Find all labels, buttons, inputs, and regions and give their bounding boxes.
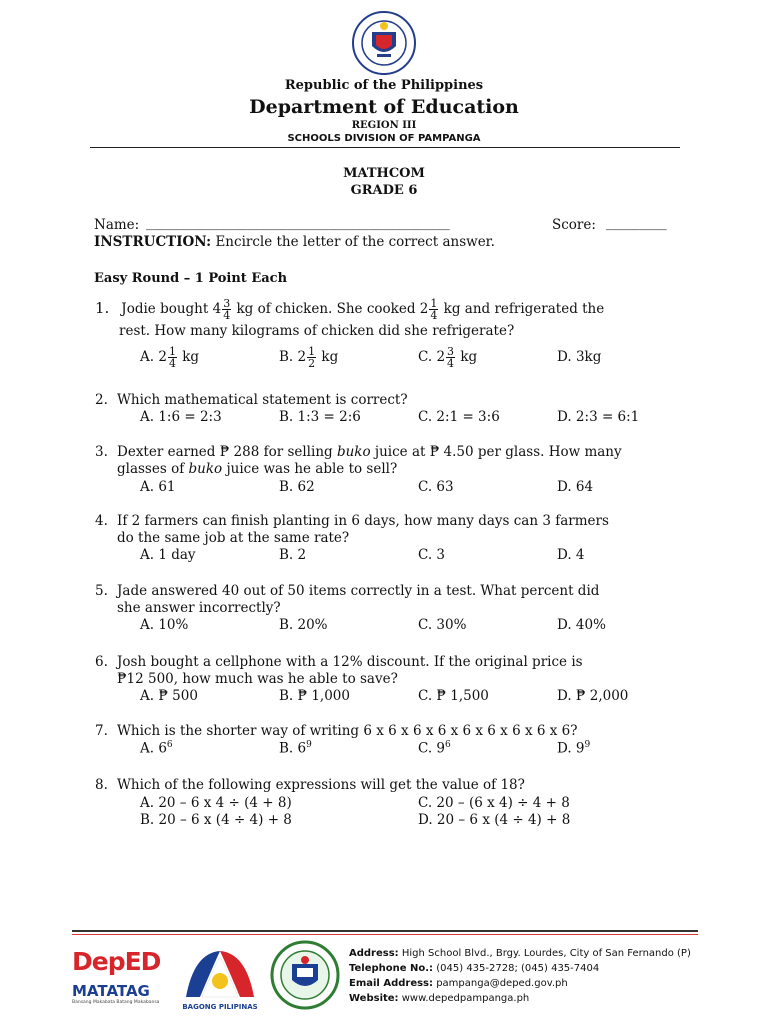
- option-c[interactable]: C. $9^6$: [418, 740, 451, 757]
- option-d[interactable]: D. 3kg: [557, 349, 602, 365]
- question-6: [95, 654, 685, 671]
- division-seal-icon: [270, 940, 340, 1010]
- score-label: Score:: [552, 217, 596, 233]
- exam-subject: MATHCOM: [343, 166, 425, 181]
- option-a[interactable]: A. ₱ 500: [140, 688, 198, 704]
- question-8: [95, 777, 685, 794]
- option-a[interactable]: A. 10%: [140, 617, 189, 633]
- option-d[interactable]: D. $9^9$: [557, 740, 591, 757]
- footer-address: Address: High School Blvd., Brgy. Lourdes, City of San Fernando (P): [349, 948, 691, 959]
- bagong-pilipinas-text: BAGONG PILIPINAS: [182, 1003, 258, 1011]
- option-a[interactable]: A. 61: [140, 479, 176, 495]
- exam-grade: GRADE 6: [350, 183, 418, 198]
- question-number: 8.: [95, 777, 108, 793]
- question-text: Which is the shorter way of writing 6 x 6 x 6 x 6 x 6 x 6 x 6 x 6 x 6?: [117, 723, 578, 739]
- footer-divider-accent: [72, 934, 698, 935]
- question-number: 4.: [95, 513, 108, 529]
- bagong-pilipinas-logo-icon: [180, 943, 260, 1003]
- footer-website[interactable]: Website: www.depedpampanga.ph: [349, 993, 530, 1004]
- option-c[interactable]: C. 63: [418, 479, 454, 495]
- question-3: 3. Dexter earned ₱ 288 for selling buko juice at ₱ 4.50 per glass. How many: [95, 444, 622, 460]
- question-5-line-2: she answer incorrectly?: [117, 600, 281, 616]
- question-text: kg and refrigerated the: [443, 301, 605, 317]
- question-number: 5.: [95, 583, 108, 599]
- mixed-whole: 2: [419, 301, 429, 317]
- seal-text: [346, 10, 422, 76]
- option-a[interactable]: A. 20 – 6 x 4 ÷ (4 + 8): [140, 795, 292, 811]
- option-c[interactable]: C. 3: [418, 547, 446, 563]
- matatag-tagline: Bansang Makabata Batang Makabansa: [72, 1000, 160, 1005]
- round-title: Easy Round – 1 Point Each: [94, 271, 288, 286]
- question-2: [95, 392, 685, 409]
- question-number: 6.: [95, 654, 108, 670]
- question-number: 7.: [95, 723, 108, 739]
- footer-divider: [72, 930, 698, 932]
- question-7: [95, 723, 685, 740]
- option-b[interactable]: B. 2: [279, 547, 307, 563]
- option-b[interactable]: B. 20 – 6 x (4 ÷ 4) + 8: [140, 812, 292, 828]
- question-number: 3.: [95, 444, 108, 460]
- footer-contact: [349, 946, 691, 1006]
- question-text: Which of the following expressions will get the value of 18?: [117, 777, 525, 793]
- footer-telephone: Telephone No.: (045) 435-2728; (045) 435-7404: [349, 963, 600, 974]
- option-d[interactable]: D. 64: [557, 479, 594, 495]
- question-text: If 2 farmers can finish planting in 6 days, how many days can 3 farmers: [117, 513, 609, 529]
- option-a[interactable]: A. 2 $\frac{1}{4}$ kg: [140, 345, 200, 370]
- instruction-label: INSTRUCTION:: [94, 234, 212, 250]
- header-republic: Republic of the Philippines: [284, 78, 484, 93]
- fraction: $\frac{3}{4}$: [223, 297, 231, 322]
- option-c[interactable]: C. 2:1 = 3:6: [418, 409, 500, 425]
- question-text: Josh bought a cellphone with a 12% discount. If the original price is: [117, 654, 583, 670]
- option-a[interactable]: A. 1 day: [140, 547, 196, 563]
- option-c[interactable]: C. ₱ 1,500: [418, 688, 489, 704]
- header-region: REGION III: [351, 120, 417, 131]
- option-d[interactable]: D. ₱ 2,000: [557, 688, 629, 704]
- option-b[interactable]: B. 62: [279, 479, 315, 495]
- question-3-line-2: glasses of buko juice was he able to sell?: [117, 461, 398, 477]
- option-b[interactable]: B. 2 $\frac{1}{2}$ kg: [279, 345, 339, 370]
- question-4: [95, 513, 685, 530]
- instruction: [94, 234, 495, 250]
- option-d[interactable]: D. 4: [557, 547, 585, 563]
- question-text: Jade answered 40 out of 50 items correctly in a test. What percent did: [117, 583, 600, 599]
- option-d[interactable]: D. 2:3 = 6:1: [557, 409, 640, 425]
- question-number: 1.: [95, 299, 110, 317]
- footer-email[interactable]: Email Address: pampanga@deped.gov.ph: [349, 978, 568, 989]
- option-b[interactable]: B. 20%: [279, 617, 328, 633]
- question-text: kg of chicken. She cooked: [236, 301, 416, 317]
- question-4-line-2: do the same job at the same rate?: [117, 530, 350, 546]
- option-c[interactable]: C. 30%: [418, 617, 467, 633]
- question-text: Which mathematical statement is correct?: [117, 392, 408, 408]
- header-department: Department of Education: [249, 96, 519, 118]
- option-b[interactable]: B. ₱ 1,000: [279, 688, 350, 704]
- option-c[interactable]: C. 20 – (6 x 4) ÷ 4 + 8: [418, 795, 570, 811]
- option-a[interactable]: A. $6^6$: [140, 740, 173, 757]
- deped-matatag-logo: [72, 948, 164, 1005]
- header-division: SCHOOLS DIVISION OF PAMPANGA: [287, 133, 481, 144]
- name-blank[interactable]: _____________________________________________: [146, 215, 450, 231]
- option-b[interactable]: B. 1:3 = 2:6: [279, 409, 361, 425]
- option-c[interactable]: C. 2 $\frac{3}{4}$ kg: [418, 345, 478, 370]
- instruction-text: Encircle the letter of the correct answer.: [215, 234, 495, 250]
- option-d[interactable]: D. 40%: [557, 617, 606, 633]
- option-d[interactable]: D. 20 – 6 x (4 ÷ 4) + 8: [418, 812, 571, 828]
- name-label: Name:: [94, 217, 140, 233]
- question-6-line-2: ₱12 500, how much was he able to save?: [117, 671, 398, 687]
- question-number: 2.: [95, 392, 108, 408]
- question-text: Jodie bought: [121, 301, 209, 317]
- option-b[interactable]: B. $6^9$: [279, 740, 312, 757]
- deped-wordmark: DepED: [72, 947, 161, 976]
- fraction: $\frac{1}{4}$: [430, 297, 438, 322]
- question-1: [95, 298, 685, 321]
- mixed-whole: 4: [212, 301, 222, 317]
- question-5: [95, 583, 685, 600]
- header-divider: [90, 147, 680, 148]
- score-blank[interactable]: _________: [606, 215, 667, 231]
- matatag-wordmark: MATATAG: [72, 982, 150, 1000]
- question-1-line-2: rest. How many kilograms of chicken did she refrigerate?: [119, 323, 515, 339]
- option-a[interactable]: A. 1:6 = 2:3: [140, 409, 222, 425]
